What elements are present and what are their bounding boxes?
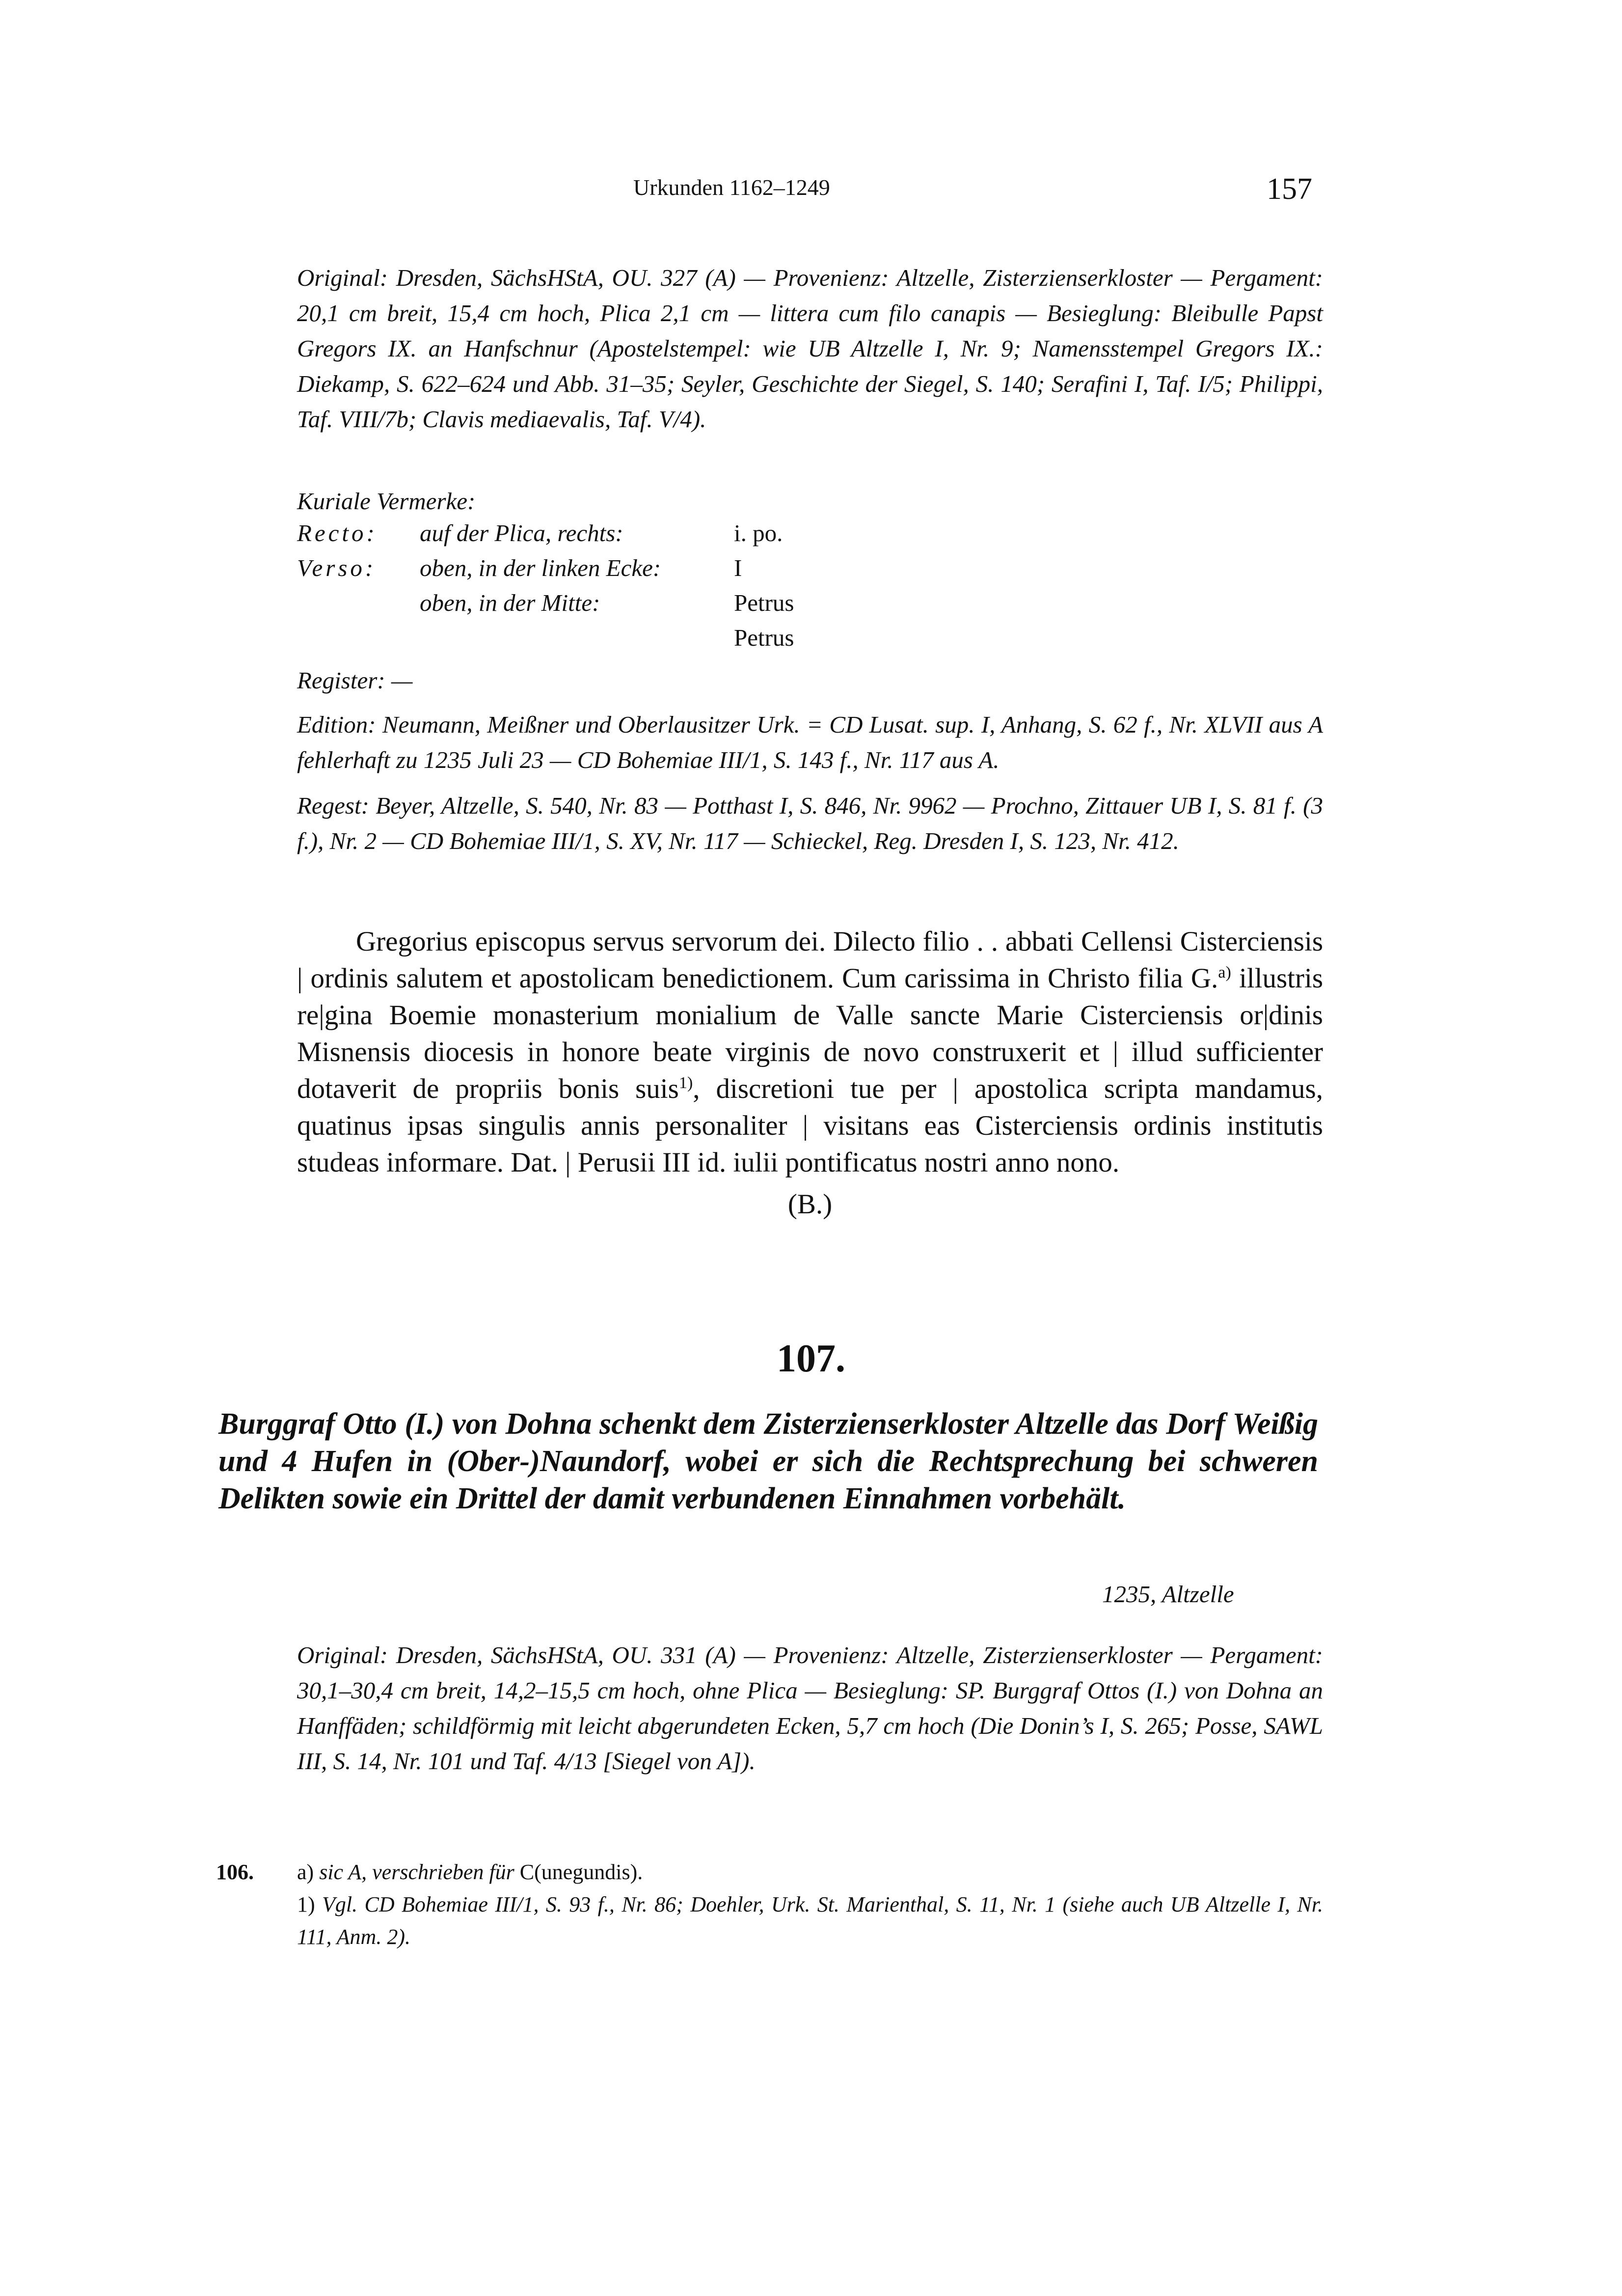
vermerk-row — [297, 585, 930, 620]
text-part-3: , discretioni tue per | apostolica scripta mandamus, quatinus ipsas singulis annis personaliter | visitans eas Cisterciensis ordinis institutis studeas informare. Dat. | Perusii III id. iulii pontificatus nostri anno nono. — [297, 1073, 1323, 1178]
footnote-1 — [297, 1888, 1323, 1953]
footnote-1-text: Vgl. CD Bohemiae III/1, S. 93 f., Nr. 86; Doehler, Urk. St. Marienthal, S. 11, Nr. 1 (siehe auch UB Altzelle I, Nr. 111, Anm. 2). — [297, 1892, 1323, 1949]
vermerk-side: Recto: — [297, 519, 378, 547]
text-part-1: Gregorius episcopus servus servorum dei. Dilecto filio . . abbati Cellensi Cisterciensis | ordinis salutem et apostolicam benedictionem. Cum carissima in Christo filia G. — [297, 926, 1323, 994]
footnote-a — [297, 1856, 1323, 1888]
regest-line: Regest: Beyer, Altzelle, S. 540, Nr. 83 — Potthast I, S. 846, Nr. 9962 — Prochno, Zittauer UB I, S. 81 f. (3 f.), Nr. 2 — CD Bohemiae III/1, S. XV, Nr. 117 — Schieckel, Reg. Dresden I, S. 123, Nr. 412. — [297, 792, 1323, 854]
vermerk-side — [297, 620, 420, 655]
document-number-107: 107. — [777, 1337, 845, 1380]
original-description-106: Original: Dresden, SächsHStA, OU. 327 (A) — Provenienz: Altzelle, Zisterzienserkloster — Pergament: 20,1 cm breit, 15,4 cm hoch, Plica 2,1 cm — littera cum filo canapis — Besieglung: Bleibulle Papst Gregors IX. an Hanfschnur (Apostelstempel: wie UB Altzelle I, Nr. 9; Namensstempel Gregors IX.: Diekamp, S. 622–624 und Abb. 31–35; Seyler, Geschichte der Siegel, S. 140; Serafini I, Taf. I/5; Philippi, Taf. VIII/7b; Clavis mediaevalis, Taf. V/4). — [297, 264, 1323, 433]
vermerk-note: i. po. — [734, 519, 783, 547]
original-description-107: Original: Dresden, SächsHStA, OU. 331 (A) — Provenienz: Altzelle, Zisterzienserkloster — Pergament: 30,1–30,4 cm breit, 14,2–15,5 cm hoch, ohne Plica — Besieglung: SP. Burggraf Ottos (I.) von Dohna an Hanffäden; schildförmig mit leicht abgerundeten Ecken, 5,7 cm hoch (Die Donin’s I, S. 265; Posse, SAWL III, S. 14, Nr. 101 und Taf. 4/13 [Siegel von A]). — [297, 1641, 1323, 1775]
footnote-a-name: C(unegundis). — [519, 1860, 643, 1884]
vermerk-note: Petrus — [734, 589, 794, 616]
footnote-a-marker: a) — [297, 1860, 314, 1884]
vermerk-place: oben, in der Mitte: — [420, 589, 600, 616]
document-title-107: Burggraf Otto (I.) von Dohna schenkt dem Zisterzienserkloster Altzelle das Dorf Weißig und 4 Hufen in (Ober-)Naundorf, wobei er sich die Rechtsprechung bei schweren Delikten sowie ein Drittel der damit verbundenen Einnahmen vorbehält. — [218, 1407, 1318, 1515]
seal-mark: (B.) — [787, 1189, 833, 1220]
vermerk-row — [297, 620, 930, 655]
vermerk-row — [297, 550, 930, 585]
vermerk-side: Verso: — [297, 554, 377, 581]
kuriale-vermerke-title: Kuriale Vermerke: — [297, 488, 476, 515]
footnote-marker-1: 1) — [678, 1074, 693, 1092]
vermerk-row — [297, 516, 930, 550]
vermerk-side — [297, 585, 420, 620]
vermerk-note: Petrus — [734, 624, 794, 651]
text-part-2: illustris re|gina Boemie monasterium monialium de Valle sancte Marie Cisterciensis or|dinis Misnensis diocesis in honore beate virginis de novo construxerit et | illud sufficienter dotaverit de propriis bonis suis — [297, 963, 1323, 1104]
running-header: Urkunden 1162–1249 — [633, 175, 830, 200]
footnote-label: 106. — [216, 1860, 254, 1884]
footnote-a-text: sic A, verschrieben für — [319, 1860, 514, 1884]
register-line: Register: — — [297, 667, 413, 694]
document-date-107: 1235, Altzelle — [1102, 1581, 1234, 1608]
footnote-marker-a: a) — [1218, 963, 1231, 982]
kuriale-vermerke-table — [297, 516, 930, 655]
vermerk-note: I — [734, 554, 742, 581]
footnote-1-marker: 1) — [297, 1892, 315, 1916]
page-number: 157 — [1267, 172, 1312, 206]
vermerk-place — [420, 620, 734, 655]
vermerk-place: auf der Plica, rechts: — [420, 519, 623, 547]
vermerk-place: oben, in der linken Ecke: — [420, 554, 661, 581]
document-text-106 — [297, 923, 1323, 1181]
edition-line: Edition: Neumann, Meißner und Oberlausitzer Urk. = CD Lusat. sup. I, Anhang, S. 62 f., Nr. XLVII aus A fehlerhaft zu 1235 Juli 23 — CD Bohemiae III/1, S. 143 f., Nr. 117 aus A. — [297, 711, 1323, 773]
